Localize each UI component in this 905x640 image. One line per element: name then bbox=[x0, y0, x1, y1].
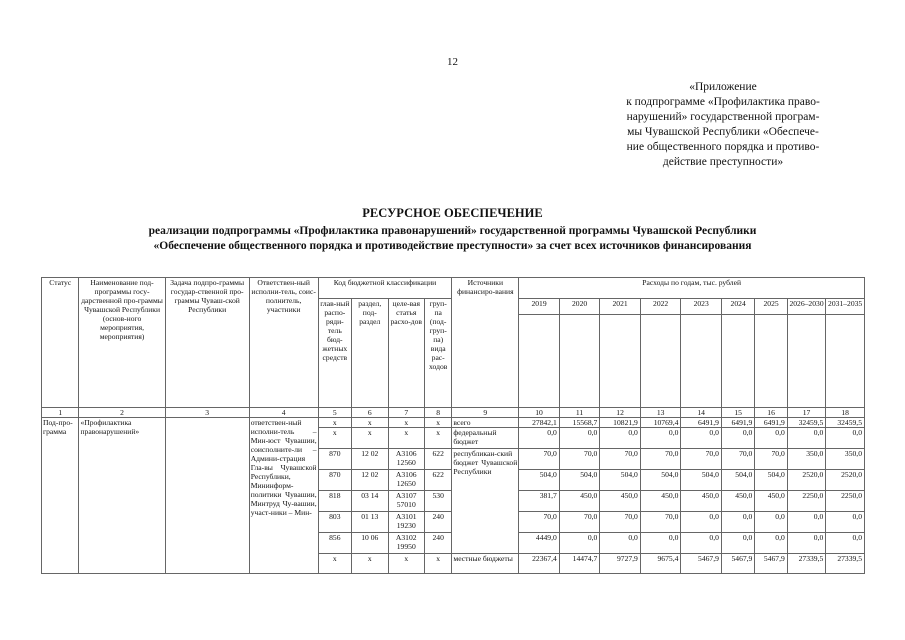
value-cell: 70,0 bbox=[640, 449, 681, 470]
value-cell: 450,0 bbox=[721, 491, 754, 512]
header-grbs: глав-ный распо-ряди-тель бюд-жетных средств bbox=[318, 299, 351, 408]
target-article-cell: А3101 19230 bbox=[388, 512, 424, 533]
value-cell: 504,0 bbox=[681, 470, 722, 491]
value-cell: 0,0 bbox=[787, 512, 826, 533]
column-number: 4 bbox=[249, 408, 318, 418]
expense-type-cell: 530 bbox=[424, 491, 451, 512]
header-status: Статус bbox=[42, 278, 79, 408]
value-cell: 0,0 bbox=[787, 533, 826, 554]
expense-type-cell: x bbox=[424, 428, 451, 449]
header-responsible: Ответствен-ный исполни-тель, соис-полнитель, участники bbox=[249, 278, 318, 408]
value-cell: 504,0 bbox=[640, 470, 681, 491]
appendix-note bbox=[602, 80, 844, 170]
table-row bbox=[42, 418, 865, 428]
column-number: 17 bbox=[787, 408, 826, 418]
appendix-line: мы Чувашской Республики «Обеспече- bbox=[627, 126, 819, 138]
task-cell bbox=[165, 418, 249, 574]
header-year: 2020 bbox=[559, 299, 600, 315]
value-cell: 70,0 bbox=[519, 449, 560, 470]
header-cs: целе-вая статья расхо-дов bbox=[388, 299, 424, 408]
value-cell: 14474,7 bbox=[559, 554, 600, 574]
header-name: Наименование под-программы госу-дарственной про-граммы Чувашской Республики (основ-ного мероприятия, мероприятия) bbox=[79, 278, 165, 408]
column-number: 16 bbox=[755, 408, 787, 418]
column-number: 6 bbox=[352, 408, 388, 418]
header-vr: груп-па (под-груп-па) вида рас-ходов bbox=[424, 299, 451, 408]
value-cell: 0,0 bbox=[640, 533, 681, 554]
target-article-cell: А3102 19950 bbox=[388, 533, 424, 554]
value-cell: 0,0 bbox=[826, 428, 865, 449]
value-cell: 9727,9 bbox=[600, 554, 641, 574]
value-cell: 0,0 bbox=[721, 512, 754, 533]
value-cell: 10821,9 bbox=[600, 418, 641, 428]
expense-type-cell: x bbox=[424, 554, 451, 574]
target-article-cell: x bbox=[388, 418, 424, 428]
value-cell: 6491,9 bbox=[721, 418, 754, 428]
grbs-cell: 818 bbox=[318, 491, 351, 512]
value-cell: 0,0 bbox=[826, 512, 865, 533]
value-cell: 0,0 bbox=[519, 428, 560, 449]
razdel-cell: 01 13 bbox=[352, 512, 388, 533]
value-cell: 32459,5 bbox=[787, 418, 826, 428]
source-cell: всего bbox=[452, 418, 519, 428]
status-cell: Под-про-грамма bbox=[42, 418, 79, 574]
value-cell: 0,0 bbox=[600, 533, 641, 554]
value-cell: 450,0 bbox=[640, 491, 681, 512]
header-expenses: Расходы по годам, тыс. рублей bbox=[519, 278, 865, 299]
expense-type-cell: 622 bbox=[424, 449, 451, 470]
page-number: 12 bbox=[447, 56, 458, 68]
column-number: 13 bbox=[640, 408, 681, 418]
column-number: 8 bbox=[424, 408, 451, 418]
subtitle-line: «Обеспечение общественного порядка и противодействие преступности» за счет всех источников финансирования bbox=[153, 240, 752, 252]
value-cell: 0,0 bbox=[721, 428, 754, 449]
header-year: 2021 bbox=[600, 299, 641, 315]
value-cell: 27842,1 bbox=[519, 418, 560, 428]
header-year: 2024 bbox=[721, 299, 754, 315]
value-cell: 350,0 bbox=[787, 449, 826, 470]
value-cell: 0,0 bbox=[787, 428, 826, 449]
razdel-cell: 12 02 bbox=[352, 470, 388, 491]
header-year: 2022 bbox=[640, 299, 681, 315]
column-number: 2 bbox=[79, 408, 165, 418]
value-cell: 70,0 bbox=[640, 512, 681, 533]
column-number: 18 bbox=[826, 408, 865, 418]
column-number: 15 bbox=[721, 408, 754, 418]
header-year: 2023 bbox=[681, 299, 722, 315]
value-cell: 70,0 bbox=[559, 512, 600, 533]
grbs-cell: 870 bbox=[318, 449, 351, 470]
header-task: Задача подпро-граммы государ-ственной про-граммы Чуваш-ской Республики bbox=[165, 278, 249, 408]
value-cell: 6491,9 bbox=[755, 418, 787, 428]
resource-table bbox=[41, 277, 865, 574]
value-cell: 381,7 bbox=[519, 491, 560, 512]
value-cell: 0,0 bbox=[559, 428, 600, 449]
header-sources: Источники финансиро-вания bbox=[452, 278, 519, 408]
responsible-cell: ответствен-ный исполни-тель – Мин-юст Чувашии, соисполните-ли – Админи-страция Гла-вы Чувашской Республики, Мининформ-политики Чувашии, Минтруд Чу-вашии, участ-ники – Мин- bbox=[249, 418, 318, 574]
value-cell: 0,0 bbox=[721, 533, 754, 554]
value-cell: 4449,0 bbox=[519, 533, 560, 554]
expense-type-cell: 240 bbox=[424, 512, 451, 533]
appendix-line: к подпрограмме «Профилактика право- bbox=[626, 96, 820, 108]
target-article-cell: А3107 57010 bbox=[388, 491, 424, 512]
value-cell: 5467,9 bbox=[721, 554, 754, 574]
target-article-cell: А3106 12650 bbox=[388, 470, 424, 491]
value-cell: 450,0 bbox=[755, 491, 787, 512]
appendix-line: действие преступности» bbox=[662, 156, 784, 168]
header-budget-code: Код бюджетной классификации bbox=[318, 278, 452, 299]
value-cell: 27339,5 bbox=[787, 554, 826, 574]
column-number: 3 bbox=[165, 408, 249, 418]
value-cell: 450,0 bbox=[681, 491, 722, 512]
razdel-cell: 10 06 bbox=[352, 533, 388, 554]
header-year: 2031–2035 bbox=[826, 299, 865, 315]
appendix-line: «Приложение bbox=[689, 81, 757, 93]
value-cell: 0,0 bbox=[681, 512, 722, 533]
header-year: 2025 bbox=[755, 299, 787, 315]
razdel-cell: 03 14 bbox=[352, 491, 388, 512]
column-number: 5 bbox=[318, 408, 351, 418]
value-cell: 450,0 bbox=[559, 491, 600, 512]
column-number: 1 bbox=[42, 408, 79, 418]
column-number: 14 bbox=[681, 408, 722, 418]
value-cell: 5467,9 bbox=[755, 554, 787, 574]
column-number: 11 bbox=[559, 408, 600, 418]
value-cell: 70,0 bbox=[559, 449, 600, 470]
value-cell: 0,0 bbox=[755, 533, 787, 554]
value-cell: 70,0 bbox=[519, 512, 560, 533]
value-cell: 0,0 bbox=[755, 512, 787, 533]
value-cell: 2250,0 bbox=[787, 491, 826, 512]
value-cell: 27339,5 bbox=[826, 554, 865, 574]
grbs-cell: 856 bbox=[318, 533, 351, 554]
grbs-cell: x bbox=[318, 418, 351, 428]
razdel-cell: x bbox=[352, 554, 388, 574]
value-cell: 0,0 bbox=[559, 533, 600, 554]
document-subtitle bbox=[0, 224, 905, 254]
value-cell: 2520,0 bbox=[787, 470, 826, 491]
value-cell: 22367,4 bbox=[519, 554, 560, 574]
value-cell: 450,0 bbox=[600, 491, 641, 512]
column-number: 12 bbox=[600, 408, 641, 418]
expense-type-cell: x bbox=[424, 418, 451, 428]
value-cell: 15568,7 bbox=[559, 418, 600, 428]
value-cell: 70,0 bbox=[681, 449, 722, 470]
expense-type-cell: 240 bbox=[424, 533, 451, 554]
name-cell: «Профилактика правонарушений» bbox=[79, 418, 165, 574]
header-year: 2019 bbox=[519, 299, 560, 315]
value-cell: 10769,4 bbox=[640, 418, 681, 428]
value-cell: 2250,0 bbox=[826, 491, 865, 512]
value-cell: 504,0 bbox=[755, 470, 787, 491]
column-number: 10 bbox=[519, 408, 560, 418]
target-article-cell: x bbox=[388, 554, 424, 574]
value-cell: 70,0 bbox=[600, 512, 641, 533]
source-cell: республикан-ский бюджет Чувашской Республики bbox=[452, 449, 519, 554]
header-year: 2026–2030 bbox=[787, 299, 826, 315]
value-cell: 5467,9 bbox=[681, 554, 722, 574]
grbs-cell: x bbox=[318, 554, 351, 574]
source-cell: федеральный бюджет bbox=[452, 428, 519, 449]
value-cell: 2520,0 bbox=[826, 470, 865, 491]
razdel-cell: x bbox=[352, 418, 388, 428]
value-cell: 0,0 bbox=[681, 428, 722, 449]
value-cell: 70,0 bbox=[600, 449, 641, 470]
document-title: РЕСУРСНОЕ ОБЕСПЕЧЕНИЕ bbox=[362, 206, 543, 220]
value-cell: 32459,5 bbox=[826, 418, 865, 428]
value-cell: 70,0 bbox=[755, 449, 787, 470]
value-cell: 504,0 bbox=[519, 470, 560, 491]
appendix-line: нарушений» государственной програм- bbox=[626, 111, 820, 123]
razdel-cell: x bbox=[352, 428, 388, 449]
value-cell: 504,0 bbox=[600, 470, 641, 491]
header-razdel: раздел, под-раздел bbox=[352, 299, 388, 408]
column-number: 7 bbox=[388, 408, 424, 418]
source-cell: местные бюджеты bbox=[452, 554, 519, 574]
razdel-cell: 12 02 bbox=[352, 449, 388, 470]
expense-type-cell: 622 bbox=[424, 470, 451, 491]
value-cell: 0,0 bbox=[755, 428, 787, 449]
value-cell: 70,0 bbox=[721, 449, 754, 470]
value-cell: 350,0 bbox=[826, 449, 865, 470]
grbs-cell: 803 bbox=[318, 512, 351, 533]
value-cell: 9675,4 bbox=[640, 554, 681, 574]
value-cell: 504,0 bbox=[559, 470, 600, 491]
grbs-cell: x bbox=[318, 428, 351, 449]
value-cell: 0,0 bbox=[640, 428, 681, 449]
appendix-line: ние общественного порядка и противо- bbox=[626, 141, 820, 153]
target-article-cell: А3106 12560 bbox=[388, 449, 424, 470]
value-cell: 0,0 bbox=[681, 533, 722, 554]
column-number: 9 bbox=[452, 408, 519, 418]
grbs-cell: 870 bbox=[318, 470, 351, 491]
value-cell: 0,0 bbox=[600, 428, 641, 449]
value-cell: 0,0 bbox=[826, 533, 865, 554]
value-cell: 6491,9 bbox=[681, 418, 722, 428]
subtitle-line: реализации подпрограммы «Профилактика правонарушений» государственной программы Чувашской Республики bbox=[148, 225, 757, 237]
value-cell: 504,0 bbox=[721, 470, 754, 491]
target-article-cell: x bbox=[388, 428, 424, 449]
